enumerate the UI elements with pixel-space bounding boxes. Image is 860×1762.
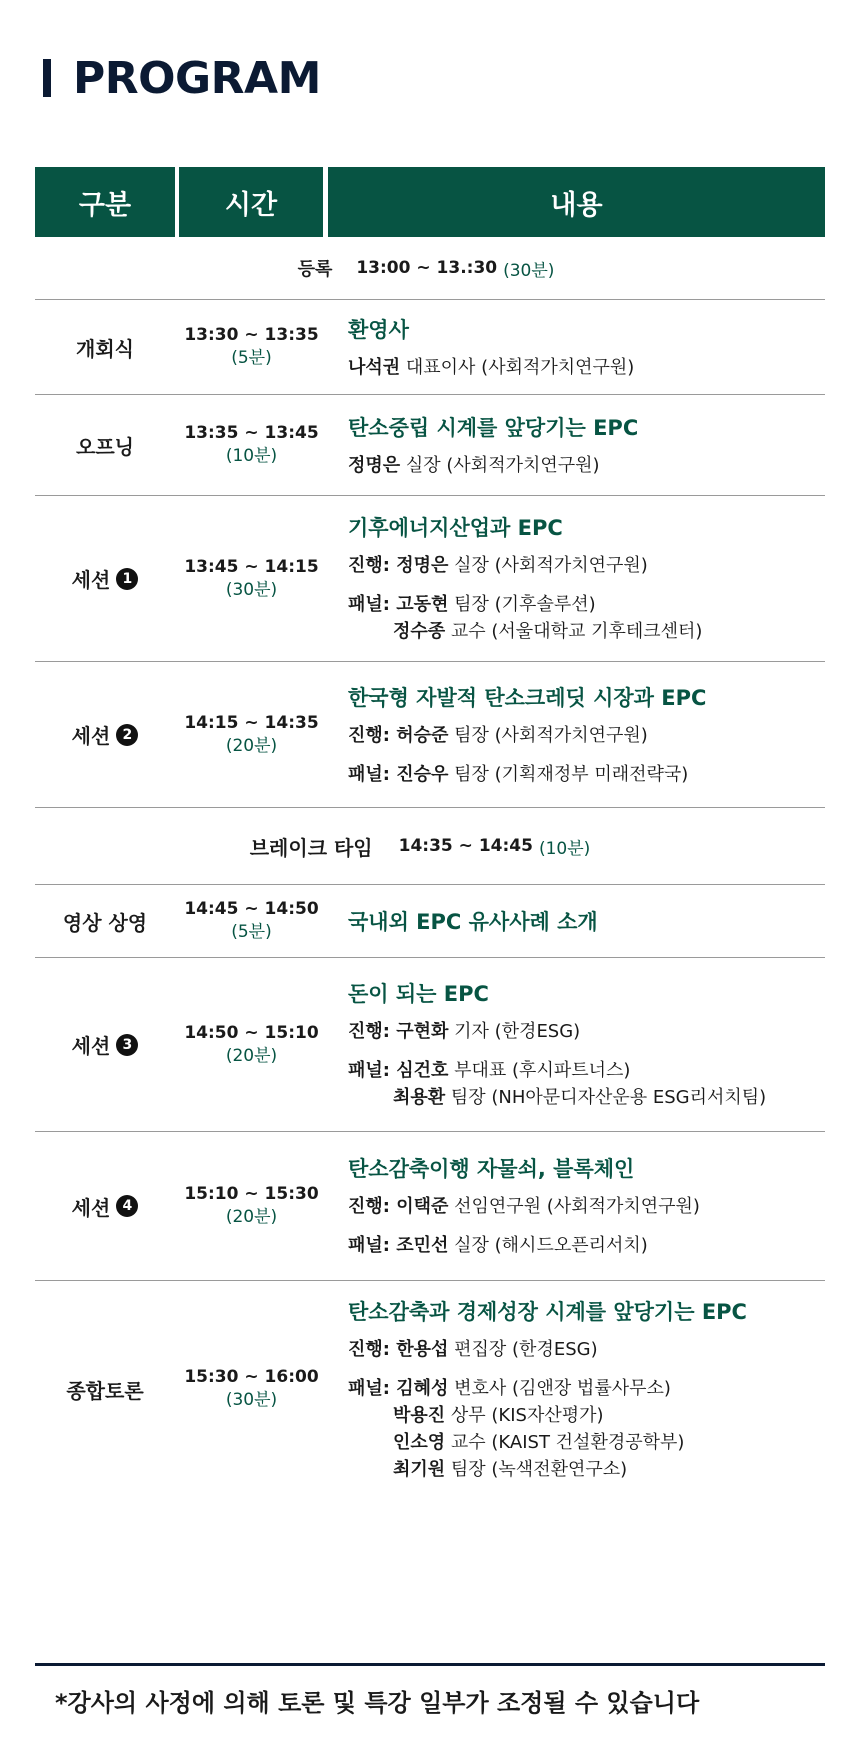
host-name: 구현화 — [396, 1021, 449, 1042]
panel-line — [348, 1429, 825, 1456]
time-range: 15:30 ~ 16:00 — [184, 1367, 319, 1387]
row-category — [35, 1132, 175, 1280]
session-topic: 국내외 EPC 유사사례 소개 — [348, 910, 598, 934]
panel-role: 실장 (해시드오픈리서치) — [448, 1235, 648, 1256]
session-number-badge: 4 — [116, 1195, 138, 1217]
break-time: 14:35 ~ 14:45 — [398, 836, 533, 856]
host-name: 정명은 — [396, 555, 449, 576]
registration-duration: (30분) — [503, 260, 555, 281]
table-row — [35, 885, 825, 958]
panel-name: 박용진 — [393, 1404, 446, 1426]
panel-name: 인소영 — [393, 1431, 446, 1453]
host-name: 허승준 — [396, 724, 449, 746]
time-duration: (5분) — [231, 348, 272, 368]
panel-role: 팀장 (기획재정부 미래전략국) — [448, 763, 689, 785]
host-prefix: 진행: — [348, 1196, 397, 1217]
row-content — [328, 1132, 825, 1280]
session-topic: 돈이 되는 EPC — [348, 982, 489, 1006]
panel-name: 최기원 — [393, 1458, 446, 1480]
header-time: 시간 — [179, 167, 323, 237]
host-line — [348, 722, 825, 749]
page-title-group — [43, 48, 321, 108]
session-topic: 탄소감축과 경제성장 시계를 앞당기는 EPC — [348, 1299, 747, 1324]
session-topic: 환영사 — [348, 317, 409, 342]
panel-prefix: 패널: — [348, 594, 397, 615]
panel-name: 고동현 — [396, 594, 449, 615]
table-row — [35, 958, 825, 1132]
row-time — [175, 662, 328, 807]
panel-line — [348, 1402, 825, 1429]
time-range: 13:45 ~ 14:15 — [184, 556, 319, 577]
break-row — [35, 808, 825, 885]
row-time — [175, 885, 328, 957]
host-role: 선임연구원 (사회적가치연구원) — [448, 1196, 700, 1217]
speaker-line — [348, 452, 825, 479]
panel-line — [348, 1232, 825, 1259]
session-topic: 기후에너지산업과 EPC — [348, 516, 563, 540]
row-content — [328, 300, 825, 394]
panel-prefix: 패널: — [348, 1377, 397, 1399]
session-topic: 탄소감축이행 자물쇠, 블록체인 — [348, 1157, 635, 1181]
panel-prefix: 패널: — [348, 1235, 397, 1256]
time-duration: (30분) — [225, 579, 278, 600]
host-line — [348, 1018, 825, 1045]
time-range: 15:10 ~ 15:30 — [184, 1184, 319, 1204]
table-header — [35, 167, 825, 237]
registration-label: 등록 — [297, 259, 333, 280]
row-time — [175, 496, 328, 661]
footnote: *강사의 사정에 의해 토론 및 특강 일부가 조정될 수 있습니다 — [55, 1689, 700, 1717]
host-line — [348, 552, 825, 579]
category-label: 세션 — [71, 1034, 111, 1058]
session-number-badge: 1 — [116, 568, 138, 590]
category-label: 세션 — [71, 724, 111, 748]
table-row — [35, 1132, 825, 1281]
time-range: 14:50 ~ 15:10 — [184, 1022, 319, 1043]
panel-role: 교수 (KAIST 건설환경공학부) — [445, 1431, 685, 1453]
panel-name: 김혜성 — [396, 1377, 449, 1399]
host-prefix: 진행: — [348, 724, 397, 746]
row-category: 종합토론 — [66, 1378, 144, 1403]
table-row — [35, 496, 825, 662]
time-duration: (20분) — [225, 1045, 278, 1066]
table-row — [35, 662, 825, 808]
host-role: 기자 (한경ESG) — [448, 1021, 581, 1042]
row-content — [328, 662, 825, 807]
panel-role: 변호사 (김앤장 법률사무소) — [448, 1377, 671, 1399]
panel-role: 팀장 (NH아문디자산운용 ESG리서치팀) — [445, 1087, 767, 1108]
category-label: 세션 — [71, 1195, 111, 1220]
host-role: 실장 (사회적가치연구원) — [448, 555, 648, 576]
row-category: 개회식 — [76, 336, 134, 361]
registration-row — [35, 237, 825, 300]
header-category: 구분 — [35, 167, 175, 237]
time-duration: (20분) — [225, 1207, 278, 1227]
row-content — [328, 496, 825, 661]
panel-line — [348, 618, 825, 645]
row-content — [328, 958, 825, 1131]
row-category — [35, 496, 175, 661]
host-prefix: 진행: — [348, 1338, 397, 1360]
time-range: 13:35 ~ 13:45 — [184, 423, 319, 443]
row-time — [175, 958, 328, 1131]
break-duration: (10분) — [538, 838, 591, 859]
table-row — [35, 395, 825, 496]
row-content — [328, 395, 825, 495]
panel-role: 상무 (KIS자산평가) — [445, 1404, 604, 1426]
time-range: 13:30 ~ 13:35 — [184, 325, 319, 345]
speaker-name: 정명은 — [348, 454, 401, 476]
panel-line — [348, 1084, 825, 1111]
speaker-line — [348, 354, 825, 381]
panel-role: 팀장 (기후솔루션) — [448, 594, 596, 615]
row-category — [35, 662, 175, 807]
host-line — [348, 1193, 825, 1220]
row-category — [35, 958, 175, 1131]
category-label: 세션 — [71, 568, 111, 592]
speaker-role: 대표이사 (사회적가치연구원) — [400, 356, 635, 378]
panel-name: 정수종 — [393, 621, 446, 642]
host-prefix: 진행: — [348, 555, 397, 576]
session-topic: 한국형 자발적 탄소크레딧 시장과 EPC — [348, 685, 707, 710]
break-label: 브레이크 타임 — [249, 835, 373, 860]
program-table — [35, 167, 825, 1497]
panel-role: 팀장 (녹색전환연구소) — [445, 1458, 628, 1480]
host-role: 편집장 (한경ESG) — [448, 1338, 598, 1360]
registration-time: 13:00 ~ 13.:30 — [356, 258, 498, 278]
panel-prefix: 패널: — [348, 1060, 397, 1081]
table-row — [35, 300, 825, 395]
time-range: 14:45 ~ 14:50 — [184, 899, 319, 919]
session-topic: 탄소중립 시계를 앞당기는 EPC — [348, 415, 639, 440]
row-time — [175, 300, 328, 394]
row-content — [328, 1281, 825, 1497]
time-duration: (10분) — [225, 446, 278, 466]
row-time — [175, 1132, 328, 1280]
host-line — [348, 1336, 825, 1363]
host-name: 이택준 — [396, 1196, 449, 1217]
row-category: 영상 상영 — [62, 910, 148, 935]
footer-divider — [35, 1663, 825, 1666]
panel-role: 교수 (서울대학교 기후테크센터) — [445, 621, 703, 642]
row-category: 오프닝 — [76, 434, 134, 459]
row-time — [175, 395, 328, 495]
time-duration: (5분) — [231, 922, 272, 942]
row-content — [328, 885, 825, 957]
speaker-name: 나석권 — [348, 356, 401, 378]
row-time — [175, 1281, 328, 1497]
panel-line — [348, 761, 825, 788]
panel-prefix: 패널: — [348, 763, 397, 785]
host-prefix: 진행: — [348, 1021, 397, 1042]
time-duration: (30분) — [225, 1390, 278, 1410]
time-duration: (20분) — [225, 735, 278, 756]
host-role: 팀장 (사회적가치연구원) — [448, 724, 648, 746]
panel-role: 부대표 (후시파트너스) — [448, 1060, 631, 1081]
table-row — [35, 1281, 825, 1497]
title-accent-bar — [43, 59, 51, 97]
speaker-role: 실장 (사회적가치연구원) — [400, 454, 600, 476]
panel-line — [348, 1057, 825, 1084]
panel-line — [348, 1456, 825, 1483]
header-content: 내용 — [328, 167, 825, 237]
panel-name: 진승우 — [396, 763, 449, 785]
page-title: PROGRAM — [73, 52, 321, 104]
session-number-badge: 2 — [116, 724, 138, 746]
time-range: 14:15 ~ 14:35 — [184, 712, 319, 733]
panel-name: 조민선 — [396, 1235, 449, 1256]
panel-line — [348, 591, 825, 618]
host-name: 한용섭 — [396, 1338, 449, 1360]
panel-name: 최용환 — [393, 1087, 446, 1108]
session-number-badge: 3 — [116, 1034, 138, 1056]
panel-line — [348, 1375, 825, 1402]
panel-name: 심건호 — [396, 1060, 449, 1081]
